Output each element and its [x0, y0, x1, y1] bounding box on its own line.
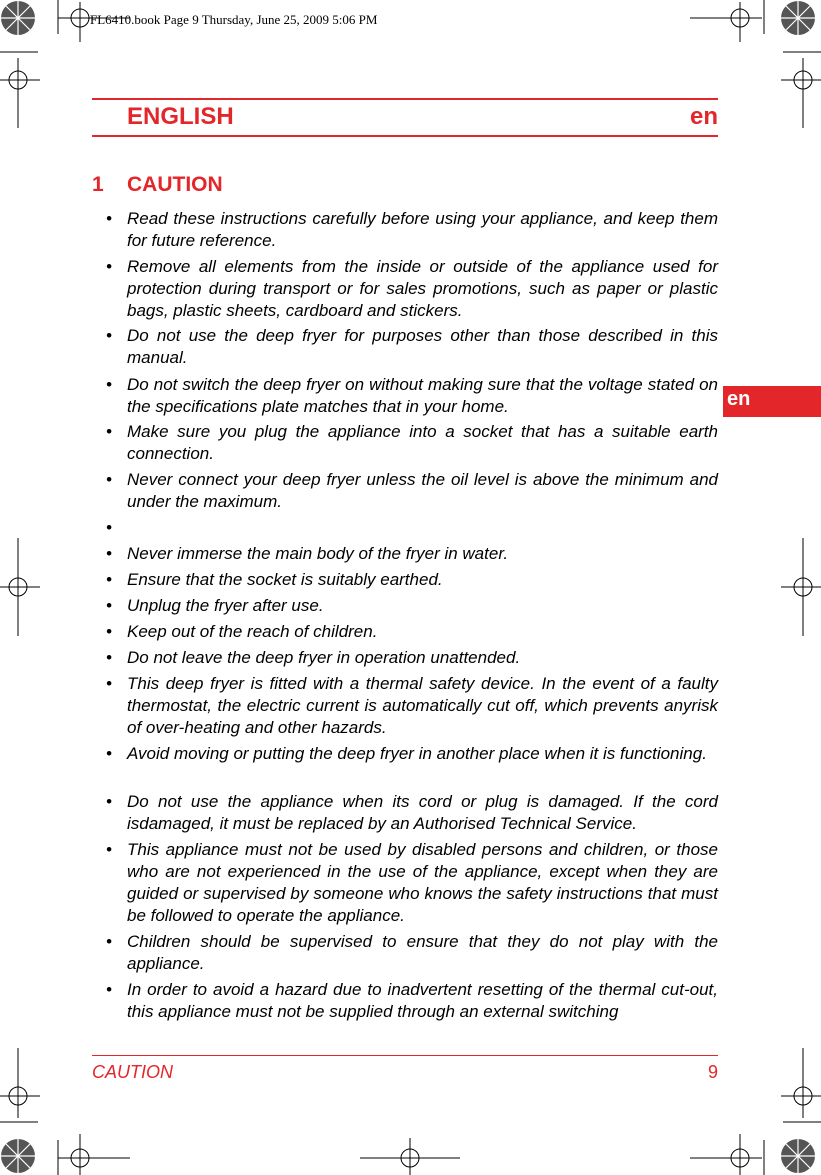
list-item-text: Ensure that the socket is suitably earthed. — [127, 570, 443, 589]
list-item-text: Do not use the appliance when its cord or plug is damaged. If the cord isdamaged, it must be replaced by an Authorised Technical Service. — [127, 792, 718, 833]
registration-mark-icon — [781, 538, 821, 636]
registration-mark-icon — [690, 1134, 762, 1175]
list-item-text: Read these instructions carefully before using your appliance, and keep them for future reference. — [127, 209, 718, 250]
list-item-text: Do not switch the deep fryer on without making sure that the voltage stated on the specifications plate matches that in your home. — [127, 375, 718, 416]
list-item-text: Unplug the fryer after use. — [127, 596, 324, 615]
bullet: • — [106, 596, 112, 615]
bullet: • — [106, 792, 112, 811]
list-item-text: This deep fryer is fitted with a thermal safety device. In the event of a faulty thermostat, the electric current is automatically cut off, which prevents anyrisk of over-heating and other hazards. — [127, 674, 718, 737]
bullet: • — [106, 422, 112, 441]
footer-section: CAUTION — [92, 1062, 173, 1082]
bullet: • — [106, 326, 112, 345]
header-language: ENGLISH — [127, 103, 234, 130]
bullet: • — [106, 932, 112, 951]
bullet: • — [106, 570, 112, 589]
bullet: • — [106, 744, 112, 763]
starburst-mark-icon — [781, 1, 815, 35]
bullet: • — [106, 257, 112, 276]
section-title: CAUTION — [127, 173, 223, 196]
starburst-mark-icon — [1, 1139, 35, 1173]
header-bottom-rule — [92, 135, 718, 137]
registration-mark-icon — [781, 1048, 821, 1118]
starburst-mark-icon — [781, 1139, 815, 1173]
print-slug: FL6410.book Page 9 Thursday, June 25, 2009 5:06 PM — [90, 12, 378, 27]
bullet: • — [106, 544, 112, 563]
language-side-tab: en — [723, 386, 821, 417]
list-item-text: In order to avoid a hazard due to inadvertent resetting of the thermal cut-out, this appliance must not be supplied through an external switching — [127, 980, 718, 1021]
bullet: • — [106, 674, 112, 693]
registration-mark-icon — [360, 1138, 460, 1175]
header-top-rule — [92, 98, 718, 100]
list-item-text: Make sure you plug the appliance into a socket that has a suitable earth connection. — [127, 422, 718, 463]
starburst-mark-icon — [1, 1, 35, 35]
bullet: • — [106, 648, 112, 667]
registration-mark-icon — [690, 2, 762, 42]
footer-rule — [92, 1055, 718, 1056]
bullet: • — [106, 622, 112, 641]
bullet: • — [106, 980, 112, 999]
footer-page-number: 9 — [707, 1062, 718, 1082]
bullet: • — [106, 375, 112, 394]
header-language-code: en — [689, 103, 718, 130]
list-item-text: Do not leave the deep fryer in operation unattended. — [127, 648, 521, 667]
list-item-text: Never immerse the main body of the fryer in water. — [127, 544, 509, 563]
bullet: • — [106, 209, 112, 228]
registration-mark-icon — [58, 1134, 130, 1175]
list-item-text: This appliance must not be used by disabled persons and children, or those who are not experienced in the use of the appliance, except when they are guided or supervised by someone who knows the safety instructions that must be followed to operate the appliance. — [127, 840, 718, 925]
list-item-text: Remove all elements from the inside or outside of the appliance used for protection during transport or for sales promotions, such as paper or plastic bags, plastic sheets, cardboard and stickers. — [127, 257, 718, 320]
registration-mark-icon — [0, 538, 40, 636]
list-item-text: Children should be supervised to ensure that they do not play with the appliance. — [127, 932, 718, 973]
list-item-text: Do not use the deep fryer for purposes other than those described in this manual. — [127, 326, 718, 367]
registration-mark-icon — [781, 58, 821, 128]
list-item-text: Keep out of the reach of children. — [127, 622, 378, 641]
bullet: • — [106, 470, 112, 489]
section-number: 1 — [92, 173, 104, 196]
registration-mark-icon — [0, 58, 40, 128]
bullet: • — [106, 840, 112, 859]
bullet: • — [106, 518, 112, 537]
list-item-text: Avoid moving or putting the deep fryer in another place when it is functioning. — [127, 744, 707, 763]
list-item-text: Never connect your deep fryer unless the oil level is above the minimum and under the maximum. — [127, 470, 718, 511]
registration-mark-icon — [0, 1048, 40, 1118]
